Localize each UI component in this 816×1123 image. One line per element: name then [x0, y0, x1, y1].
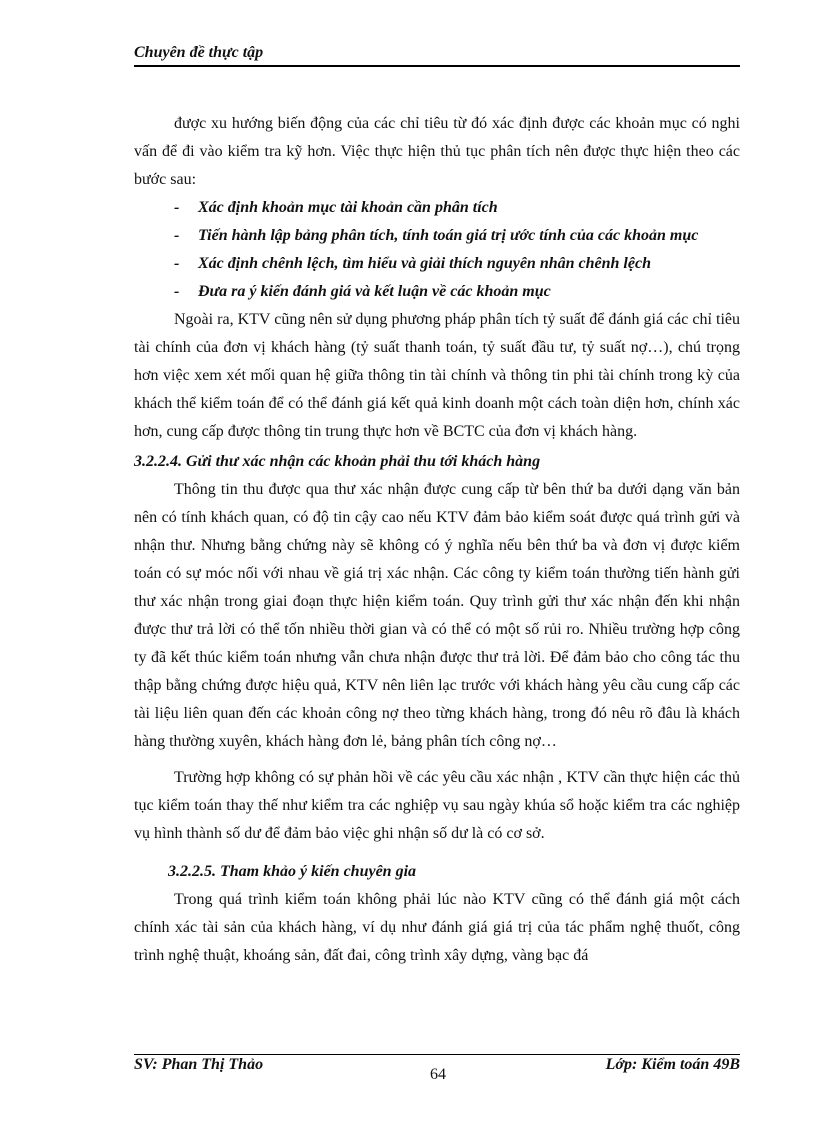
bullet-item	[134, 222, 740, 250]
paragraph: được xu hướng biến động của các chỉ tiêu từ đó xác định được các khoản mục có nghi vấn để đi vào kiểm tra kỹ hơn. Việc thực hiện thủ tục phân tích nên được thực hiện theo các bước sau:	[134, 115, 740, 188]
bullet-text: Tiến hành lập bảng phân tích, tính toán giá trị ước tính của các khoản mục	[198, 227, 699, 244]
bullet-text: Xác định chênh lệch, tìm hiểu và giải thích nguyên nhân chênh lệch	[198, 255, 651, 272]
bullet-dash: -	[174, 227, 180, 244]
paragraph-gap	[134, 756, 740, 764]
page-header	[134, 44, 740, 67]
document-body	[134, 110, 740, 970]
paragraph: Trường hợp không có sự phản hồi về các yêu cầu xác nhận , KTV cần thực hiện các thủ tục kiểm toán thay thế như kiểm tra các nghiệp vụ sau ngày khúa sổ hoặc kiểm tra các nghiệp vụ hình thành số dư để đảm bảo việc ghi nhận số dư là có cơ sở.	[134, 769, 740, 842]
footer-divider	[134, 1054, 740, 1055]
bullet-text: Xác định khoản mục tài khoản cần phân tích	[198, 199, 498, 216]
section-heading: 3.2.2.4. Gửi thư xác nhận các khoản phải thu tới khách hàng	[134, 453, 541, 470]
bullet-item	[134, 250, 740, 278]
footer-student: SV: Phan Thị Thảo	[134, 1056, 264, 1073]
bullet-item	[134, 278, 740, 306]
bullet-dash: -	[174, 255, 180, 272]
bullet-item	[134, 194, 740, 222]
paragraph: Thông tin thu được qua thư xác nhận được cung cấp từ bên thứ ba dưới dạng văn bản nên có tính khách quan, có độ tin cậy cao nếu KTV đảm bảo kiểm soát được quá trình gửi và nhận thư. Nhưng bằng chứng này sẽ không có ý nghĩa nếu bên thứ ba và đơn vị được kiểm toán có sự móc nối với nhau về giá trị xác nhận. Các công ty kiểm toán thường tiến hành gửi thư xác nhận trong giai đoạn thực hiện kiểm toán. Quy trình gửi thư xác nhận đến khi nhận được thư trả lời có thể tốn nhiều thời gian và có thể có một số rủi ro. Nhiều trường hợp công ty đã kết thúc kiểm toán nhưng vẫn chưa nhận được thư trả lời. Để đảm bảo cho công tác thu thập bằng chứng được hiệu quả, KTV nên liên lạc trước với khách hàng yêu cầu cung cấp các tài liệu liên quan đến các khoản công nợ theo từng khách hàng, trong đó nêu rõ đâu là khách hàng thường xuyên, khách hàng đơn lẻ, bảng phân tích công nợ…	[134, 481, 740, 750]
paragraph: Trong quá trình kiểm toán không phải lúc nào KTV cũng có thể đánh giá một cách chính xác tài sản của khách hàng, ví dụ như đánh giá giá trị của tác phẩm nghệ thuốt, công trình nghệ thuật, khoáng sản, đất đai, công trình xây dựng, vàng bạc đá	[134, 891, 740, 964]
bullet-text: Đưa ra ý kiến đánh giá và kết luận về các khoản mục	[198, 283, 551, 300]
bullet-dash: -	[174, 199, 180, 216]
section-heading: 3.2.2.5. Tham khảo ý kiến chuyên gia	[168, 863, 417, 880]
footer-class: Lớp: Kiểm toán 49B	[605, 1056, 740, 1073]
header-title: Chuyên đề thực tập	[134, 44, 264, 61]
paragraph: Ngoài ra, KTV cũng nên sử dụng phương pháp phân tích tỷ suất để đánh giá các chỉ tiêu tài chính của đơn vị khách hàng (tỷ suất thanh toán, tỷ suất đầu tư, tỷ suất nợ…), chú trọng hơn việc xem xét mối quan hệ giữa thông tin tài chính và thông tin phi tài chính trong kỳ của khách thể kiểm toán để có thể đánh giá kết quả kinh doanh một cách toàn diện hơn, chính xác hơn, cung cấp được thông tin trung thực hơn về BCTC của đơn vị khách hàng.	[134, 311, 740, 440]
bullet-dash: -	[174, 283, 180, 300]
page-number: 64	[430, 1066, 446, 1083]
paragraph-gap	[134, 848, 740, 856]
